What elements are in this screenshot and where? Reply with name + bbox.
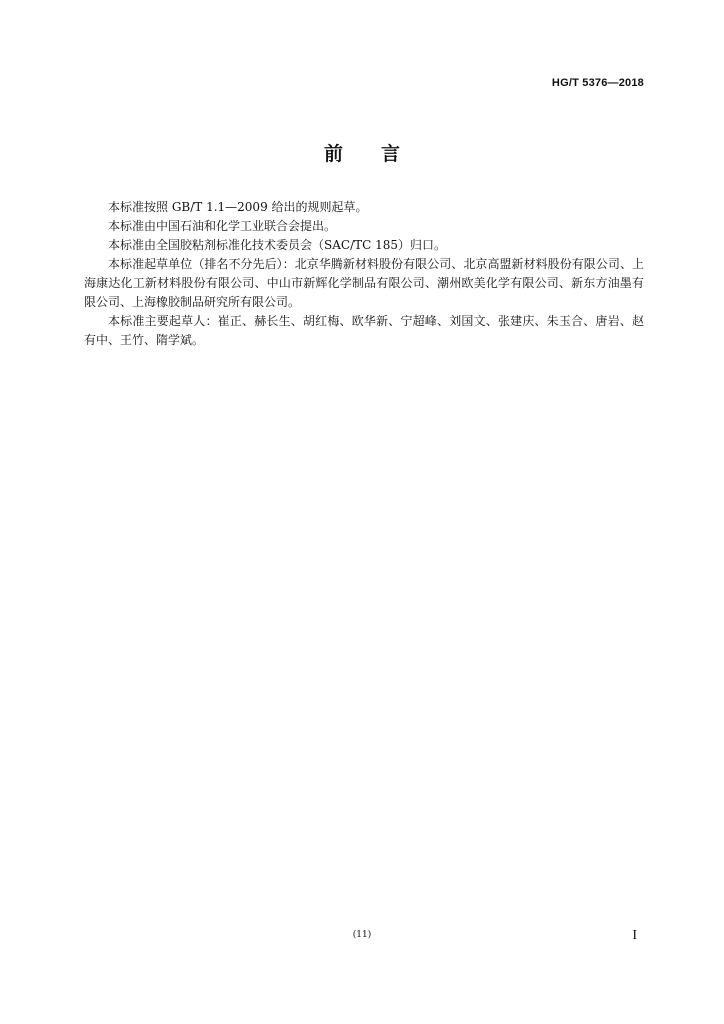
title-char-2: 言 <box>381 143 401 165</box>
page-label: (11) <box>352 930 372 940</box>
title-char-1: 前 <box>323 143 343 165</box>
paragraph-drafting-units: 本标准起草单位（排名不分先后）：北京华腾新材料股份有限公司、北京高盟新材料股份有限公司、上海康达化工新材料股份有限公司、中山市新辉化学制品有限公司、潮州欧美化学有限公司、新东方油墨有限公司、上海橡胶制品研究所有限公司。 <box>84 257 644 309</box>
paragraph-proposer: 本标准由中国石油和化学工业联合会提出。 <box>108 219 337 233</box>
page-number: I <box>632 928 637 943</box>
paragraph-drafters: 本标准主要起草人：崔正、赫长生、胡红梅、欧华新、宁超峰、刘国文、张建庆、朱玉合、唐岩、赵有中、王竹、隋学斌。 <box>84 314 644 347</box>
paragraph-committee: 本标准由全国胶粘剂标准化技术委员会（SAC/TC 185）归口。 <box>108 238 447 252</box>
standard-code: HG/T 5376—2018 <box>551 77 644 89</box>
paragraph-drafting-rules: 本标准按照 GB/T 1.1—2009 给出的规则起草。 <box>108 200 368 214</box>
page-title <box>0 139 724 166</box>
foreword-body <box>84 198 644 350</box>
